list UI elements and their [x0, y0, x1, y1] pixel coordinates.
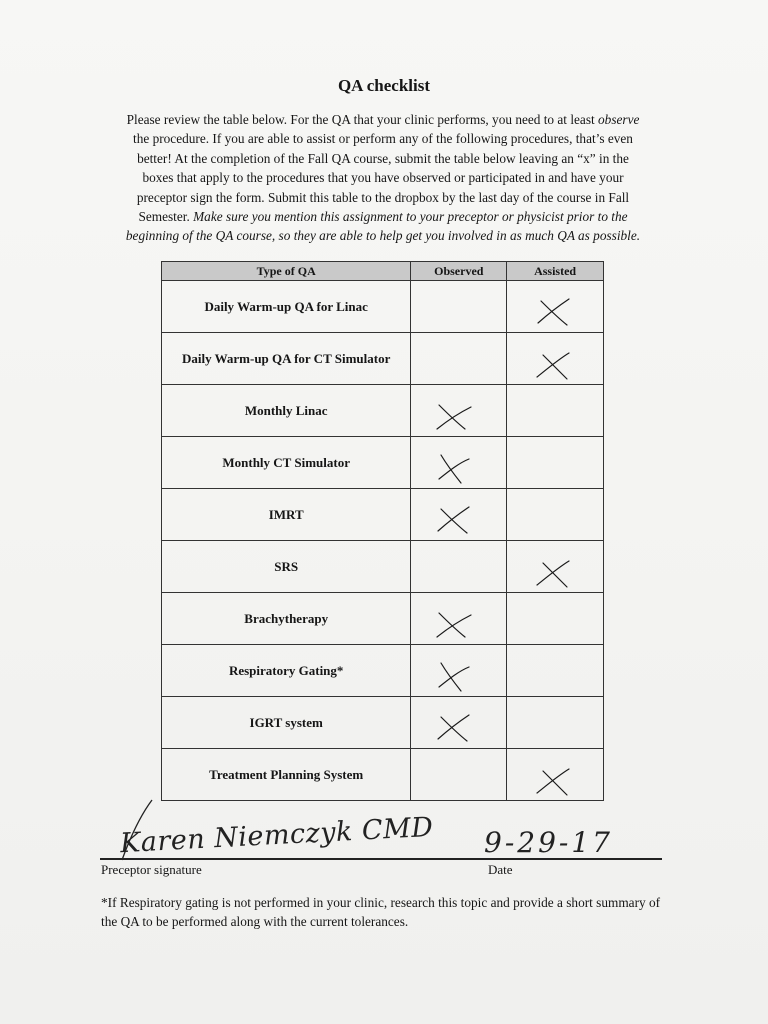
- qa-checklist-table: [161, 261, 604, 801]
- instructions-paragraph: [100, 110, 666, 246]
- assisted-cell: [507, 645, 604, 697]
- signature-name: Karen Niemczyk CMD: [119, 811, 435, 860]
- table-row: [162, 749, 604, 801]
- qa-type-cell: Monthly CT Simulator: [162, 437, 411, 489]
- instructions-line: Please review the table below. For the QA that your clinic performs, you need to at least observe: [126, 112, 640, 127]
- observed-cell: [411, 333, 507, 385]
- column-header-type: Type of QA: [162, 262, 411, 281]
- assisted-cell: [507, 541, 604, 593]
- observed-cell: [411, 281, 507, 333]
- column-header-observed: Observed: [411, 262, 507, 281]
- assisted-cell: [507, 697, 604, 749]
- assisted-cell: [507, 437, 604, 489]
- observed-cell: [411, 541, 507, 593]
- qa-type-cell: Daily Warm-up QA for CT Simulator: [162, 333, 411, 385]
- table-row: [162, 541, 604, 593]
- observed-cell: [411, 489, 507, 541]
- qa-type-cell: Respiratory Gating*: [162, 645, 411, 697]
- assisted-cell: [507, 333, 604, 385]
- table-header-row: [162, 262, 604, 281]
- observed-cell: [411, 697, 507, 749]
- page-title: QA checklist: [337, 76, 431, 95]
- qa-type-cell: Daily Warm-up QA for Linac: [162, 281, 411, 333]
- observed-cell: [411, 385, 507, 437]
- instructions-line: the procedure. If you are able to assist or perform any of the following procedures, that’s even: [133, 131, 633, 147]
- observed-cell: [411, 593, 507, 645]
- instructions-line: Semester. Make sure you mention this assignment to your preceptor or physicist prior to the: [138, 209, 628, 225]
- assisted-cell: [507, 749, 604, 801]
- table-row: [162, 333, 604, 385]
- observed-cell: [411, 437, 507, 489]
- table-row: [162, 593, 604, 645]
- table-row: [162, 645, 604, 697]
- preceptor-signature-label: Preceptor signature: [101, 862, 202, 877]
- instructions-line: better! At the completion of the Fall QA course, submit the table below leaving an “x” in the: [137, 150, 629, 166]
- signature-line: [100, 858, 662, 860]
- table-row: [162, 281, 604, 333]
- qa-type-cell: IMRT: [162, 489, 411, 541]
- assisted-cell: [507, 281, 604, 333]
- table-row: [162, 437, 604, 489]
- table-row: [162, 489, 604, 541]
- assisted-cell: [507, 489, 604, 541]
- assisted-cell: [507, 593, 604, 645]
- table-body: [162, 281, 604, 801]
- table-row: [162, 697, 604, 749]
- instructions-line: boxes that apply to the procedures that you have observed or participated in and have your: [142, 170, 624, 186]
- instructions-line: preceptor sign the form. Submit this table to the dropbox by the last day of the course in Fall: [136, 189, 630, 205]
- qa-type-cell: SRS: [162, 541, 411, 593]
- qa-type-cell: Treatment Planning System: [162, 749, 411, 801]
- qa-type-cell: Brachytherapy: [162, 593, 411, 645]
- observed-cell: [411, 645, 507, 697]
- footnote: *If Respiratory gating is not performed in your clinic, research this topic and provide a short summary of the QA to be performed along with the current tolerances.: [101, 895, 661, 929]
- date-label: Date: [488, 862, 513, 877]
- assisted-cell: [507, 385, 604, 437]
- qa-type-cell: IGRT system: [162, 697, 411, 749]
- qa-type-cell: Monthly Linac: [162, 385, 411, 437]
- column-header-assisted: Assisted: [507, 262, 604, 281]
- observed-cell: [411, 749, 507, 801]
- table-row: [162, 385, 604, 437]
- signature-date: 9-29-17: [484, 826, 613, 859]
- instructions-line: beginning of the QA course, so they are able to help get you involved in as much QA as possible.: [125, 228, 641, 244]
